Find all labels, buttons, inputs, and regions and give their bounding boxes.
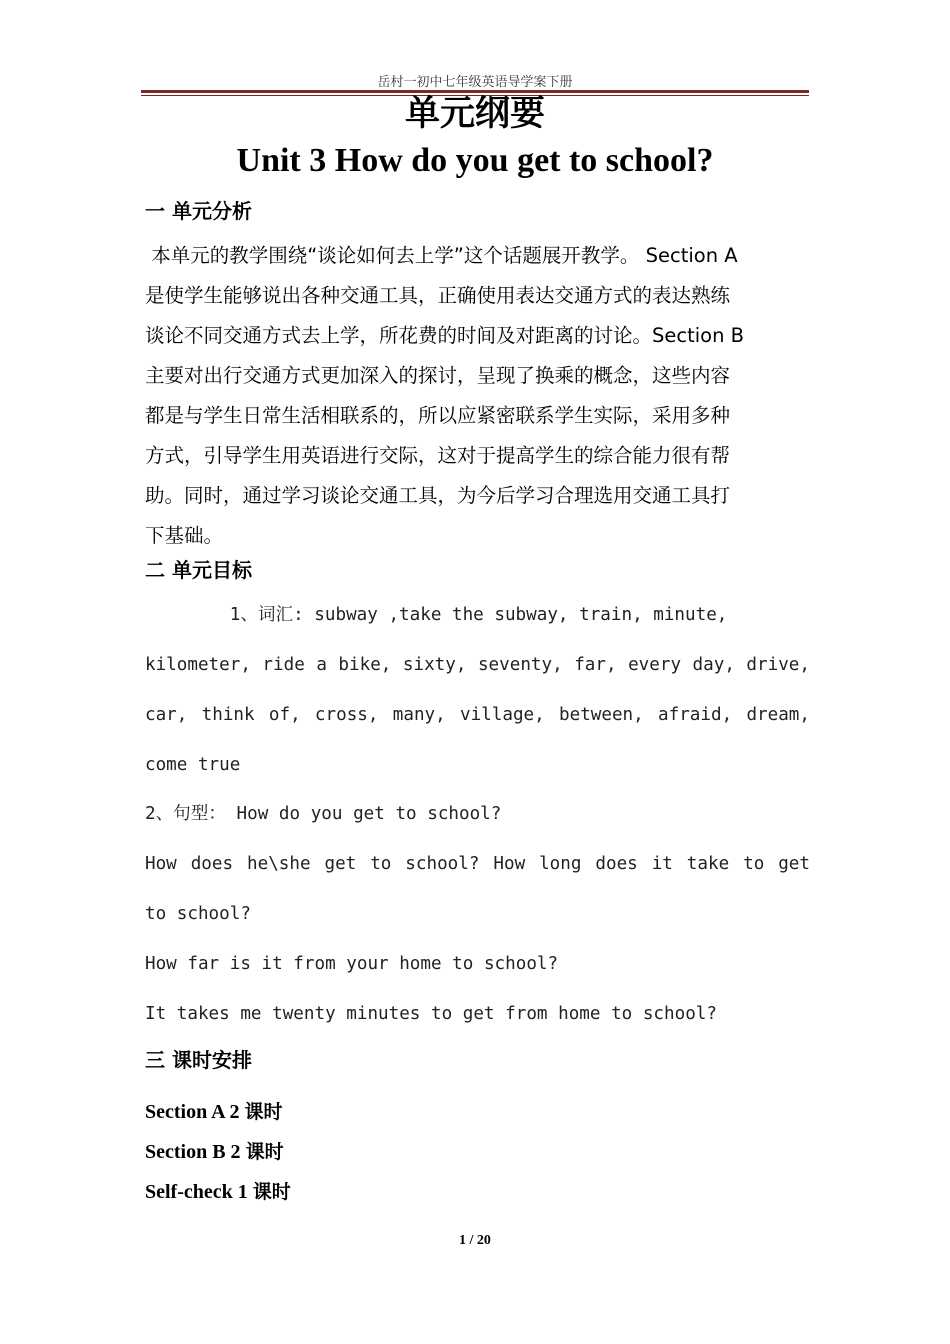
page-title-english: Unit 3 How do you get to school? (236, 142, 714, 179)
schedule-item-unit: 课时 (244, 1101, 283, 1123)
paragraph-line: 下基础。 (145, 524, 224, 547)
page-title-chinese: 单元纲要 (404, 94, 545, 134)
section-heading-objectives: 二 单元目标 (145, 558, 252, 582)
analysis-paragraph (145, 236, 810, 556)
schedule-item-unit: 课时 (245, 1141, 284, 1163)
paragraph-line: 谈论不同交通方式去上学，所花费的时间及对距离的讨论。Section B (145, 324, 745, 347)
vocab-line: kilometer, ride a bike, sixty, seventy, far, every day, drive, (145, 655, 810, 675)
section-heading-schedule: 三 课时安排 (145, 1048, 252, 1072)
paragraph-line: 都是与学生日常生活相联系的，所以应紧密联系学生实际，采用多种 (145, 404, 731, 427)
paragraph-line: 方式，引导学生用英语进行交际，这对于提高学生的综合能力很有帮 (145, 444, 731, 467)
schedule-item-self-check (145, 1178, 291, 1206)
paragraph-line: 是使学生能够说出各种交通工具，正确使用表达交通方式的表达熟练 (145, 284, 731, 307)
schedule-item-section-a (145, 1098, 282, 1126)
paragraph-line: 助。同时，通过学习谈论交通工具，为今后学习合理选用交通工具打 (145, 484, 731, 507)
sentence-pattern-line: How does he\she get to school? How long does it take to get (145, 854, 810, 874)
schedule-item-name: Self-check 1 (145, 1181, 253, 1203)
vocab-line: come true (145, 755, 241, 775)
sentence-pattern-line: How far is it from your home to school? (145, 954, 559, 974)
running-header: 岳村一初中七年级英语导学案下册 (377, 75, 573, 90)
schedule-item-section-b (145, 1138, 284, 1166)
sentence-pattern-line: 2、句型： How do you get to school? (145, 804, 502, 824)
sentence-pattern-line: to school? (145, 904, 251, 924)
vocab-line: car, think of, cross, many, village, between, afraid, dream, (145, 705, 810, 725)
paragraph-line: 本单元的教学围绕“谈论如何去上学”这个话题展开教学。 Section A (145, 244, 738, 267)
schedule-item-name: Section B 2 (145, 1141, 246, 1163)
schedule-item-name: Section A 2 (145, 1101, 245, 1123)
page-number: 1 / 20 (459, 1233, 491, 1248)
sentence-pattern-line: It takes me twenty minutes to get from home to school? (145, 1004, 717, 1024)
vocab-line: 1、词汇: subway ,take the subway, train, minute, (145, 605, 728, 625)
paragraph-line: 主要对出行交通方式更加深入的探讨，呈现了换乘的概念，这些内容 (145, 364, 731, 387)
section-heading-analysis: 一 单元分析 (145, 199, 252, 223)
schedule-item-unit: 课时 (252, 1181, 291, 1203)
